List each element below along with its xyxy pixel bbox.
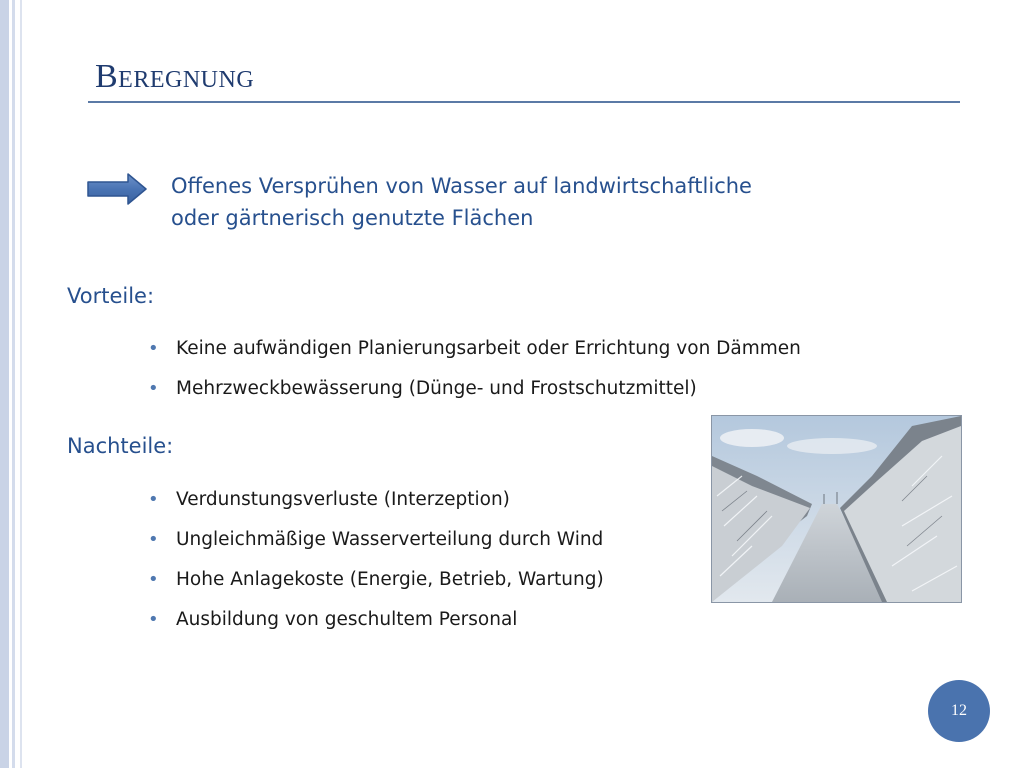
list-item-text: Hohe Anlagekoste (Energie, Betrieb, Wartung)	[176, 569, 604, 590]
title-underline	[88, 101, 960, 103]
bullet-icon: •	[148, 569, 159, 590]
side-decor-bar	[20, 0, 22, 768]
list-item-text: Ausbildung von geschultem Personal	[176, 609, 518, 630]
list-item	[148, 374, 801, 414]
list-item	[148, 605, 604, 645]
list-item	[148, 525, 604, 565]
nachteile-heading: Nachteile:	[67, 434, 174, 458]
intro-definition	[171, 170, 871, 234]
list-item	[148, 485, 604, 525]
slide-title: Beregnung	[95, 58, 255, 95]
side-decor-bar	[12, 0, 15, 768]
nachteile-list	[148, 485, 604, 645]
bullet-icon: •	[148, 378, 159, 399]
list-item	[148, 565, 604, 605]
vorteile-list	[148, 334, 801, 414]
frost-orchard-photo	[711, 415, 962, 603]
list-item-text: Verdunstungsverluste (Interzeption)	[176, 489, 510, 510]
list-item-text: Keine aufwändigen Planierungsarbeit oder Errichtung von Dämmen	[176, 338, 801, 359]
bullet-icon: •	[148, 529, 159, 550]
intro-line: oder gärtnerisch genutzte Flächen	[171, 206, 534, 230]
list-item	[148, 334, 801, 374]
list-item-text: Ungleichmäßige Wasserverteilung durch Wind	[176, 529, 604, 550]
bullet-icon: •	[148, 609, 159, 630]
bullet-icon: •	[148, 338, 159, 359]
list-item-text: Mehrzweckbewässerung (Dünge- und Frostschutzmittel)	[176, 378, 697, 399]
vorteile-heading: Vorteile:	[67, 284, 155, 308]
side-decor-bar	[0, 0, 9, 768]
right-arrow-icon	[86, 172, 148, 206]
page-number-badge: 12	[928, 680, 990, 742]
bullet-icon: •	[148, 489, 159, 510]
intro-line: Offenes Versprühen von Wasser auf landwirtschaftliche	[171, 174, 752, 198]
